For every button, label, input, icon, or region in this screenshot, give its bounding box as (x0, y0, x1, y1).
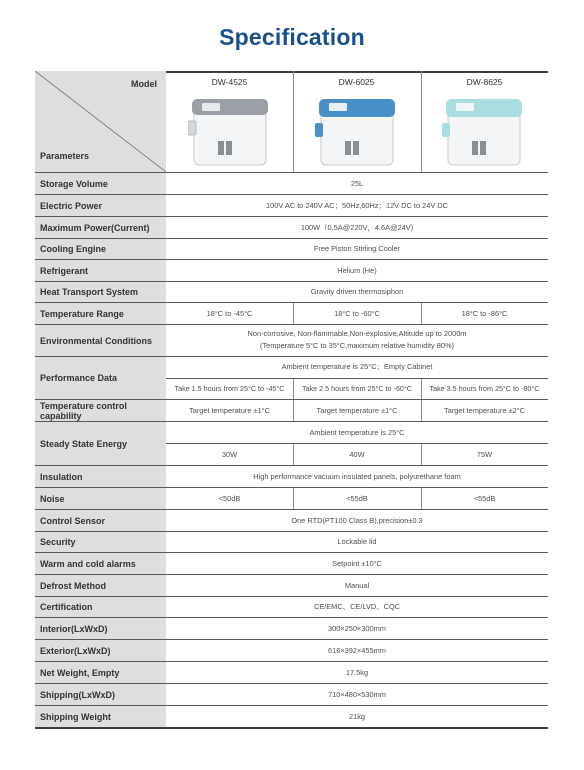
electric-power-value: 100V AC to 240V AC；50Hz,60Hz；12V DC to 24V DC (266, 200, 448, 210)
row-label-temp-control: Temperature control capability (35, 400, 166, 421)
row-label-control-sensor: Control Sensor (35, 510, 166, 531)
certification-value: CE/EMC、CE/LVD、CQC (313, 602, 401, 611)
refrigerant-value: Helium (He) (337, 265, 377, 275)
storage-volume-value: 25L (350, 178, 364, 188)
net-weight-value: 17.5kg (345, 667, 369, 677)
row-label-security: Security (35, 532, 166, 552)
row-label-env-conditions: Environmental Conditions (35, 325, 166, 356)
row-label-temp-range: Temperature Range (35, 303, 166, 324)
parameters-header-label: Parameters (40, 151, 90, 161)
steady-energy-dw-6025: 40W (349, 449, 365, 459)
exterior-value: 616×392×455mm (328, 645, 386, 655)
temp-control-dw-4525: Target temperature ±1°C (189, 405, 270, 415)
row-label-net-weight: Net Weight, Empty (35, 662, 166, 683)
row-label-max-power: Maximum Power(Current) (35, 217, 166, 238)
row-label-electric-power: Electric Power (35, 195, 166, 216)
row-label-refrigerant: Refrigerant (35, 260, 166, 281)
control-sensor-value: One RTD(PT100 Class B),precision±0.3 (291, 515, 423, 525)
env-conditions-line1: Non-corrosive, Non-flammable,Non-explosive,Altitude up to 2000m (247, 328, 467, 338)
performance-dw-6025: Take 2.5 hours from 25°C to -60°C (301, 384, 412, 394)
cooling-engine-value: Free Piston Stirling Cooler (313, 244, 401, 253)
noise-dw-8625: <55dB (473, 493, 496, 503)
model-header-label: Model (131, 79, 157, 89)
steady-energy-note: Ambient temperature is 25°C (309, 427, 405, 437)
row-label-steady-energy: Steady State Energy (35, 422, 166, 465)
temp-control-dw-8625: Target temperature ±2°C (444, 405, 525, 415)
noise-dw-6025: <55dB (346, 493, 368, 503)
row-label-certification: Certification (35, 597, 166, 617)
shipping-weight-value: 21kg (348, 711, 366, 721)
row-label-cooling-engine: Cooling Engine (35, 239, 166, 259)
performance-note: Ambient temperature is 25°C；Empty Cabinet (281, 362, 433, 371)
model-name-2: DW-6025 (338, 77, 375, 87)
performance-dw-4525: Take 1.5 hours from 25°C to -45°C (174, 384, 285, 394)
insulation-value: High performance vacuum insulated panels, polyurethane foam (253, 471, 461, 481)
temp-control-dw-6025: Target temperature ±1°C (316, 405, 398, 415)
product-image-dw-8625 (442, 93, 526, 167)
max-power-value: 100W（0.5A@220V，4.6A@24V) (300, 222, 414, 232)
temp-range-dw-8625: 18°C to -86°C (461, 308, 508, 318)
row-label-interior: Interior(LxWxD) (35, 618, 166, 639)
row-label-defrost: Defrost Method (35, 575, 166, 596)
product-image-dw-6025 (315, 93, 399, 167)
row-label-storage-volume: Storage Volume (35, 173, 166, 194)
row-label-heat-transport: Heat Transport System (35, 282, 166, 302)
header-corner-cell (35, 71, 166, 172)
shipping-dims-value: 710×480×530mm (328, 689, 386, 699)
interior-value: 300×250×300mm (328, 623, 386, 633)
row-label-alarms: Warm and cold alarms (35, 553, 166, 574)
alarms-value: Setpoint ±10°C (332, 558, 382, 568)
page-title: Specification (219, 24, 365, 50)
performance-dw-8625: Take 3.5 hours from 25°C to -80°C (429, 384, 540, 394)
steady-energy-dw-8625: 75W (476, 449, 493, 459)
heat-transport-value: Gravity driven thermosiphon (310, 287, 404, 296)
noise-dw-4525: <50dB (218, 493, 241, 503)
product-image-dw-4525 (188, 93, 272, 167)
model-name-1: DW-4525 (211, 77, 248, 87)
temp-range-dw-4525: 18°C to -45°C (206, 308, 253, 318)
row-label-noise: Noise (35, 488, 166, 509)
security-value: Lockable lid (337, 537, 377, 546)
model-name-3: DW-8625 (466, 77, 503, 87)
steady-energy-dw-4525: 30W (221, 449, 238, 459)
env-conditions-line2: (Temperature 5°C to 35°C,maximum relative humidity 80%) (259, 340, 455, 350)
row-label-insulation: Insulation (35, 466, 166, 487)
row-label-shipping-weight: Shipping Weight (35, 706, 166, 727)
row-label-performance: Performance Data (35, 357, 166, 399)
row-label-exterior: Exterior(LxWxD) (35, 640, 166, 661)
temp-range-dw-6025: 18°C to -60°C (334, 308, 380, 318)
defrost-value: Manual (344, 580, 370, 590)
row-label-shipping-dims: Shipping(LxWxD) (35, 684, 166, 705)
